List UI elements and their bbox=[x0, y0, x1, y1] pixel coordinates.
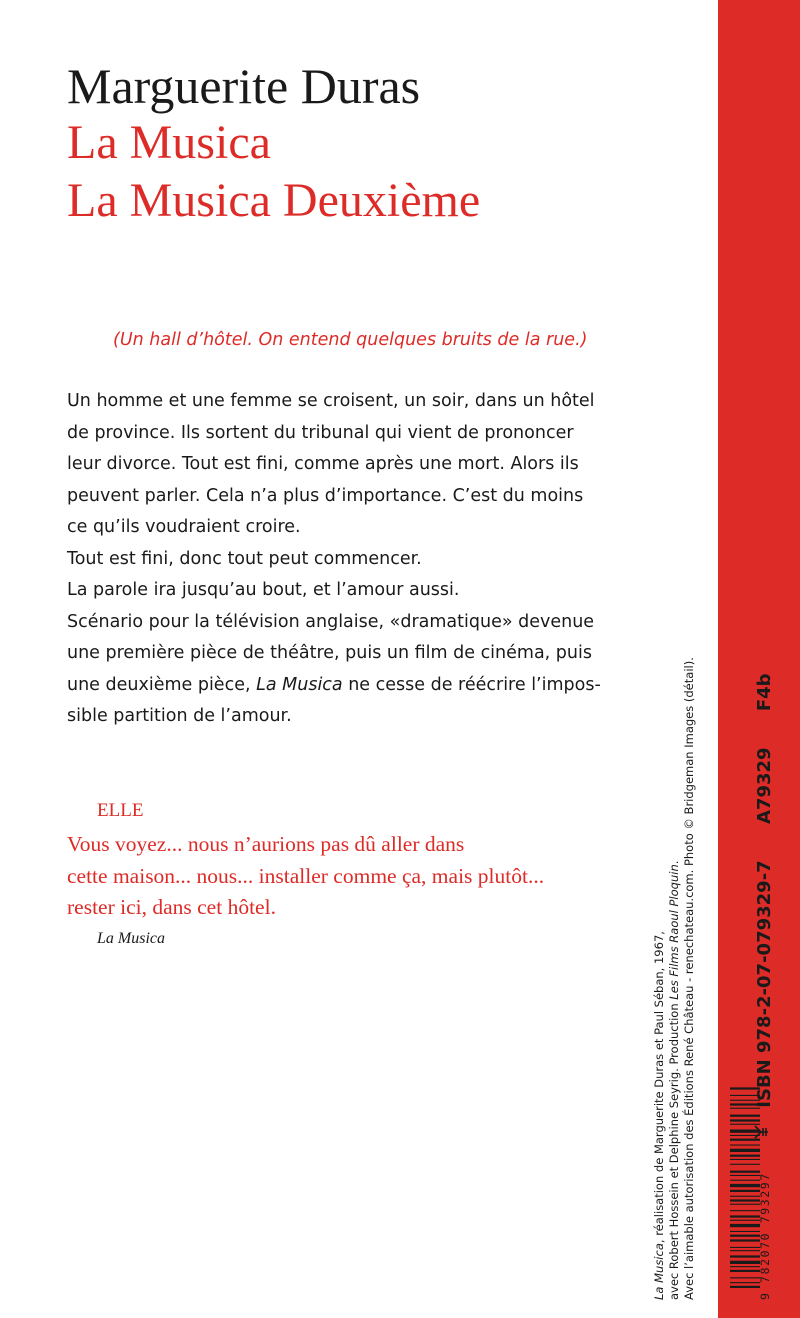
quote bbox=[67, 829, 544, 924]
credit-line: Avec l’aimable autorisation des Éditions René Château - renechateau.com. Photo © Bridgeman Images (détail). bbox=[682, 657, 697, 1300]
blurb-line: leur divorce. Tout est fini, comme après une mort. Alors ils bbox=[67, 454, 579, 474]
credit-title-italic: La Musica bbox=[652, 1243, 666, 1300]
blurb-line: ce qu’ils voudraient croire. bbox=[67, 517, 301, 537]
barcode-digits: 9 782070 793297 bbox=[758, 1172, 772, 1300]
reference-code: A79329 bbox=[754, 747, 775, 825]
blurb-line: Scénario pour la télévision anglaise, «dramatique» devenue bbox=[67, 611, 595, 632]
blurb-line: de province. Ils sortent du tribunal qui vient de prononcer bbox=[67, 422, 574, 443]
blurb-title-italic: La Musica bbox=[256, 674, 343, 695]
price-code-glyph bbox=[752, 1124, 770, 1140]
quote-source: La Musica bbox=[97, 930, 165, 947]
book-title-1: La Musica bbox=[67, 116, 271, 169]
credit-text: avec Robert Hossein et Delphine Seyrig. Production bbox=[667, 999, 682, 1300]
book-title-2: La Musica Deuxième bbox=[67, 174, 481, 227]
credit-text: . bbox=[667, 860, 682, 865]
price-code: F4b bbox=[754, 673, 775, 712]
photo-credits bbox=[652, 590, 698, 1300]
quote-line: Vous voyez... nous n’aurions pas dû aller dans bbox=[67, 832, 465, 856]
blurb-line: La parole ira jusqu’au bout, et l’amour aussi. bbox=[67, 580, 460, 600]
price-code-icon bbox=[752, 1124, 777, 1140]
blurb-line bbox=[67, 670, 647, 702]
quote-speaker: ELLE bbox=[97, 800, 144, 821]
epigraph: (Un hall d’hôtel. On entend quelques bruits de la rue.) bbox=[113, 330, 588, 350]
author-name: Marguerite Duras bbox=[67, 58, 421, 114]
blurb-line: sible partition de l’amour. bbox=[67, 706, 292, 726]
blurb bbox=[67, 386, 647, 733]
blurb-line: une première pièce de théâtre, puis un film de cinéma, puis bbox=[67, 643, 592, 663]
blurb-line: peuvent parler. Cela n’a plus d’importance. C’est du moins bbox=[67, 485, 584, 506]
blurb-text: ne cesse de réécrire l’impos- bbox=[342, 674, 601, 695]
blurb-line: Un homme et une femme se croisent, un soir, dans un hôtel bbox=[67, 391, 595, 411]
quote-line: cette maison... nous... installer comme ça, mais plutôt... bbox=[67, 863, 545, 888]
credit-line bbox=[652, 590, 667, 1300]
credit-text: , réalisation de Marguerite Duras et Paul Séban, 1967, bbox=[652, 931, 666, 1244]
credit-line bbox=[667, 590, 682, 1300]
quote-line: rester ici, dans cet hôtel. bbox=[67, 895, 276, 919]
blurb-line: Tout est fini, donc tout peut commencer. bbox=[67, 548, 422, 569]
isbn: ISBN 978-2-07-079329-7 bbox=[754, 860, 775, 1108]
catalog-codes bbox=[752, 673, 777, 1140]
blurb-text: une deuxième pièce, bbox=[67, 674, 257, 695]
credit-production-italic: Les Films Raoul Ploquin bbox=[667, 864, 682, 1000]
